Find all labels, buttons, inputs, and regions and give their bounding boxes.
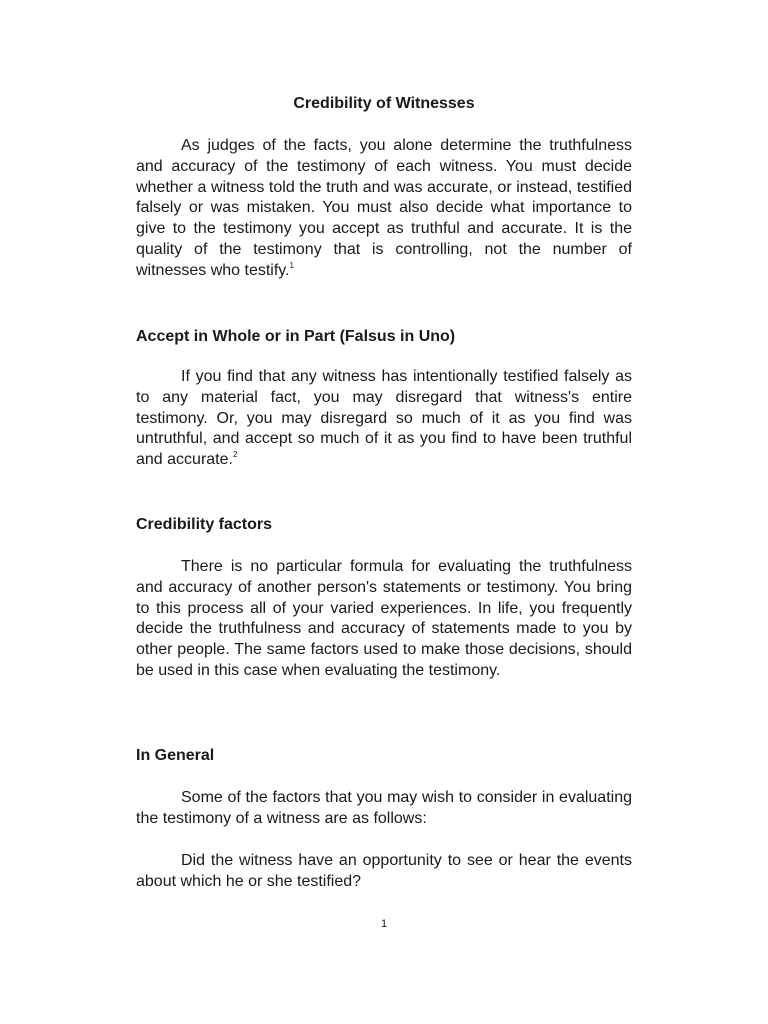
paragraph-text: If you find that any witness has intentionally testified falsely as to any material fact, you may disregard that witness's entire testimony. Or, you may disregard so much of it as you find was untruthful, and accept so much of it as you find to have been truthful and accurate. [136, 368, 632, 469]
footnote-marker: 1 [289, 260, 294, 270]
paragraph-falsus-in-uno [136, 367, 632, 471]
paragraph-text: As judges of the facts, you alone determine the truthfulness and accuracy of the testimony of each witness. You must decide whether a witness told the truth and was accurate, or instead, testified falsely or was mistaken. You must also decide what importance to give to the testimony you accept as truthful and accurate. It is the quality of the testimony that is controlling, not the number of witnesses who testify. [136, 137, 632, 279]
paragraph-credibility-factors: There is no particular formula for evaluating the truthfulness and accuracy of another person's statements or testimony. You bring to this process all of your varied experiences. In life, you frequently decide the truthfulness and accuracy of statements made to you by other people. The same factors used to make those decisions, should be used in this case when evaluating the testimony. [136, 558, 632, 679]
section-heading-credibility-factors: Credibility factors [136, 516, 273, 533]
section-heading-falsus-in-uno: Accept in Whole or in Part (Falsus in Uno) [136, 328, 456, 345]
paragraph-truthfulness [136, 136, 632, 282]
paragraph-in-general: Some of the factors that you may wish to consider in evaluating the testimony of a witness are as follows: [136, 789, 632, 827]
section-heading-in-general: In General [136, 747, 215, 764]
page-number: 1 [380, 918, 388, 930]
footnote-marker: 2 [232, 450, 238, 460]
document-title: Credibility of Witnesses [293, 95, 475, 112]
paragraph-opportunity: Did the witness have an opportunity to see or hear the events about which he or she testified? [136, 852, 632, 890]
